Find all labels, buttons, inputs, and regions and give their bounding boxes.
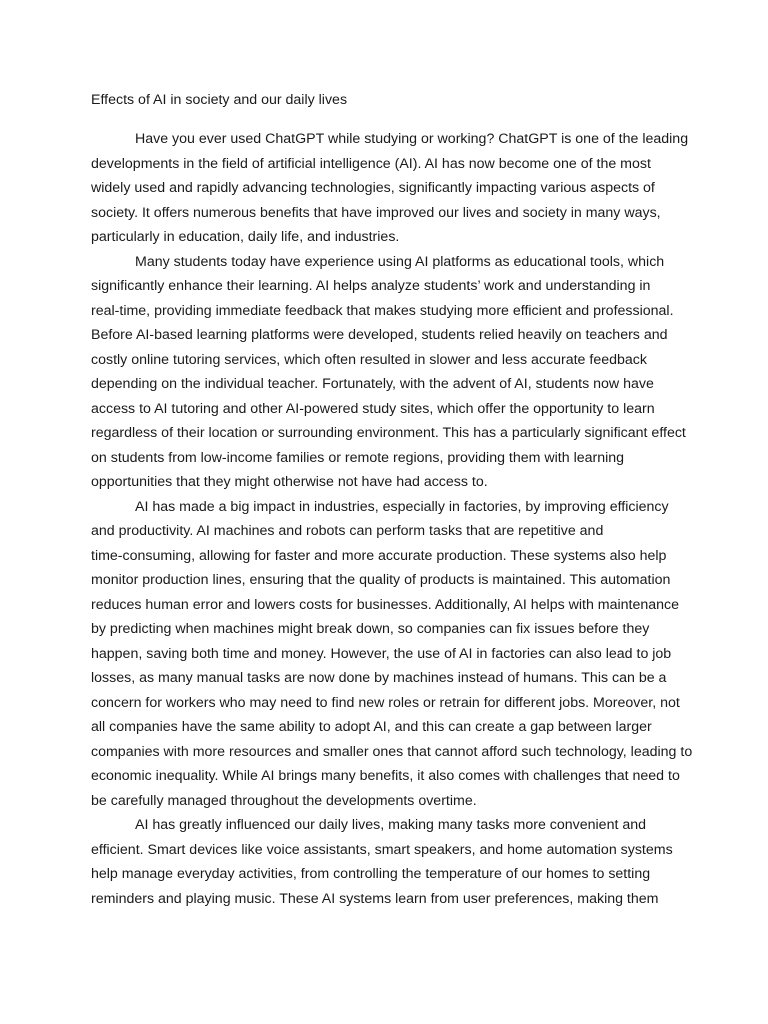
paragraph-line: concern for workers who may need to find new roles or retrain for different jobs. Moreover, not <box>91 694 680 711</box>
document-body <box>91 127 693 911</box>
paragraph <box>91 250 686 495</box>
paragraph <box>91 813 681 911</box>
paragraph-line: society. It offers numerous benefits that have improved our lives and society in many ways, <box>91 204 661 221</box>
paragraph <box>91 127 689 250</box>
paragraph-line: real-time, providing immediate feedback that makes studying more efficient and professional. <box>91 302 674 319</box>
paragraph-line: regardless of their location or surrounding environment. This has a particularly significant effect <box>91 425 686 441</box>
paragraph <box>91 495 693 814</box>
paragraph-line: Have you ever used ChatGPT while studying or working? ChatGPT is one of the leading <box>135 131 689 147</box>
paragraph-line: AI has greatly influenced our daily lives, making many tasks more convenient and <box>135 817 647 833</box>
paragraph-line: Before AI-based learning platforms were developed, students relied heavily on teachers and <box>91 327 668 343</box>
paragraph-line: by predicting when machines might break down, so companies can fix issues before they <box>91 621 650 637</box>
paragraph-line: reminders and playing music. These AI systems learn from user preferences, making them <box>91 890 659 907</box>
paragraph-line: help manage everyday activities, from controlling the temperature of our homes to setting <box>91 866 651 882</box>
paragraph-line: monitor production lines, ensuring that the quality of products is maintained. This automation <box>91 572 671 588</box>
paragraph-line: costly online tutoring services, which often resulted in slower and less accurate feedback <box>91 351 647 368</box>
paragraph-line: all companies have the same ability to adopt AI, and this can create a gap between larger <box>91 719 652 735</box>
paragraph-line: and productivity. AI machines and robots can perform tasks that are repetitive and <box>91 523 604 539</box>
paragraph-line: time-consuming, allowing for faster and more accurate production. These systems also help <box>91 547 667 564</box>
paragraph-line: efficient. Smart devices like voice assistants, smart speakers, and home automation systems <box>91 841 673 858</box>
paragraph-line: on students from low-income families or remote regions, providing them with learning <box>91 449 625 466</box>
paragraph-line: be carefully managed throughout the developments overtime. <box>91 792 477 809</box>
paragraph-line: happen, saving both time and money. However, the use of AI in factories can also lead to job <box>91 645 672 662</box>
paragraph-line: access to AI tutoring and other AI-powered study sites, which offer the opportunity to learn <box>91 400 655 417</box>
paragraph-line: AI has made a big impact in industries, especially in factories, by improving efficiency <box>135 498 669 515</box>
paragraph-line: Many students today have experience using AI platforms as educational tools, which <box>135 253 665 270</box>
paragraph-line: depending on the individual teacher. Fortunately, with the advent of AI, students now have <box>91 376 654 392</box>
paragraph-line: economic inequality. While AI brings many benefits, it also comes with challenges that need to <box>91 768 680 784</box>
paragraph-line: losses, as many manual tasks are now done by machines instead of humans. This can be a <box>91 670 667 686</box>
paragraph-line: particularly in education, daily life, and industries. <box>91 229 400 245</box>
paragraph-line: widely used and rapidly advancing technologies, significantly impacting various aspects of <box>91 180 655 196</box>
document-title: Effects of AI in society and our daily lives <box>91 92 348 108</box>
paragraph-line: companies with more resources and smaller ones that cannot afford such technology, leading to <box>91 743 693 760</box>
paragraph-line: opportunities that they might otherwise not have had access to. <box>91 474 488 490</box>
paragraph-line: developments in the field of artificial intelligence (AI). AI has now become one of the most <box>91 155 651 172</box>
paragraph-line: significantly enhance their learning. AI helps analyze students’ work and understanding in <box>91 278 651 294</box>
paragraph-line: reduces human error and lowers costs for businesses. Additionally, AI helps with maintenance <box>91 596 680 613</box>
